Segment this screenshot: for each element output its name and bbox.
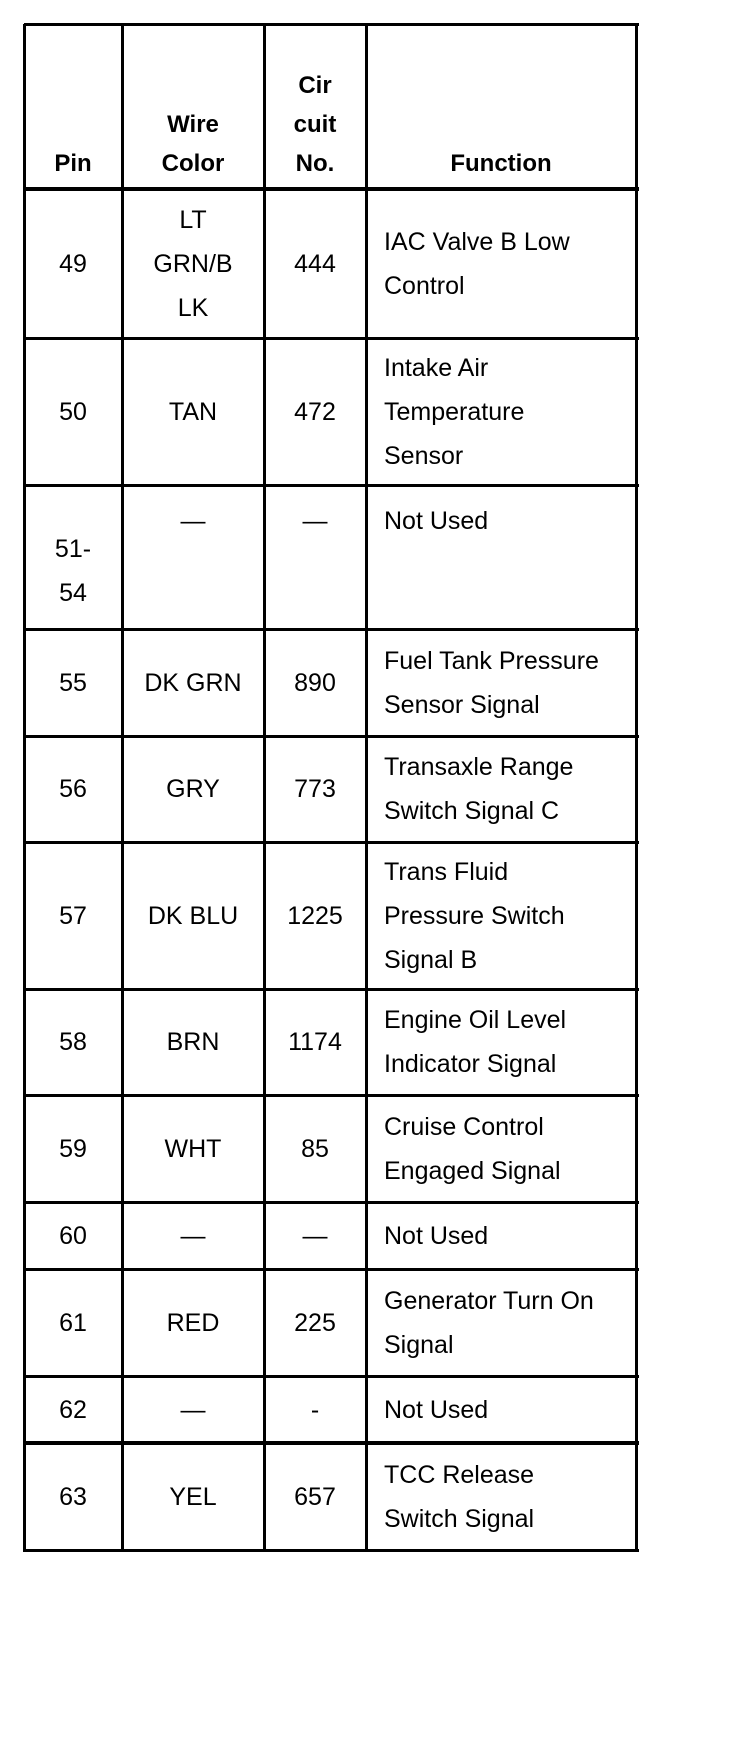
cell-text-line: 58: [59, 1028, 87, 1056]
cell-function: [366, 1202, 636, 1269]
cell-function: [366, 989, 636, 1095]
cell-text-line: 60: [59, 1221, 87, 1250]
cell-pin: [24, 189, 122, 338]
cell-text-line: Pressure Switch: [384, 901, 565, 930]
cell-wire-color: [122, 629, 264, 736]
cell-text-line: YEL: [169, 1482, 217, 1511]
cell-text-line: —: [302, 1221, 328, 1250]
cell-text-line: 57: [59, 901, 87, 930]
cell-text-line: TCC Release: [384, 1460, 535, 1489]
cell-circuit-no: [264, 338, 366, 485]
cell-wire-color: [122, 1376, 264, 1443]
cell-text-line: Temperature: [384, 397, 525, 426]
cell-function: [366, 736, 636, 842]
cell-circuit-no: [264, 1269, 366, 1376]
cell-text-line: Engaged Signal: [384, 1156, 561, 1185]
cell-text-line: Cruise Control: [384, 1112, 544, 1141]
cell-text-line: Transaxle Range: [384, 753, 574, 781]
cell-text-line: 55: [59, 668, 87, 697]
cell-circuit-no: [264, 189, 366, 338]
cell-pin: [24, 338, 122, 485]
cell-text-line: 657: [294, 1482, 336, 1511]
cell-pin: [24, 629, 122, 736]
cell-circuit-no: [264, 1443, 366, 1550]
cell-pin: [24, 1443, 122, 1550]
cell-function: [366, 1376, 636, 1443]
cell-function: [366, 189, 636, 338]
cell-text-line: 51-: [54, 535, 92, 563]
cell-wire-color: [122, 1202, 264, 1269]
cell-text-line: Generator Turn On: [384, 1286, 594, 1315]
cell-text-line: 773: [294, 775, 336, 803]
cell-wire-color: [122, 1269, 264, 1376]
cell-text-line: 472: [294, 397, 336, 426]
cell-text-line: Intake Air: [384, 353, 489, 382]
cell-function: [366, 629, 636, 736]
cell-function: [366, 485, 636, 629]
cell-text-line: Function: [450, 150, 552, 177]
cell-wire-color: [122, 842, 264, 989]
cell-wire-color: [122, 1443, 264, 1550]
cell-text-line: Signal: [384, 1330, 454, 1359]
cell-text-line: LT: [179, 205, 207, 234]
cell-text-line: Sensor: [384, 441, 464, 470]
cell-text-line: BRN: [166, 1028, 220, 1056]
cell-text-line: cuit: [293, 111, 337, 138]
cell-circuit-no: [264, 989, 366, 1095]
cell-text-line: DK GRN: [144, 668, 242, 697]
cell-text-line: —: [180, 507, 206, 535]
cell-text-line: 61: [59, 1308, 87, 1337]
cell-text-line: Not Used: [384, 1221, 489, 1250]
cell-text-line: No.: [295, 150, 335, 177]
cell-function: [366, 338, 636, 485]
cell-pin: [24, 1269, 122, 1376]
cell-text-line: -: [310, 1395, 320, 1424]
cell-text-line: —: [180, 1221, 206, 1250]
header-pin: [24, 24, 122, 189]
header-function: [366, 24, 636, 189]
cell-wire-color: [122, 485, 264, 629]
cell-text-line: 444: [294, 249, 336, 278]
cell-text-line: —: [180, 1395, 206, 1424]
cell-function: [366, 1095, 636, 1202]
cell-text-line: TAN: [168, 397, 218, 426]
cell-circuit-no: [264, 629, 366, 736]
cell-circuit-no: [264, 1202, 366, 1269]
cell-text-line: Signal B: [384, 945, 478, 974]
cell-pin: [24, 485, 122, 629]
cell-wire-color: [122, 189, 264, 338]
cell-text-line: 50: [59, 397, 87, 426]
cell-text-line: Color: [161, 150, 225, 177]
header-circuit-no: [264, 24, 366, 189]
cell-text-line: Cir: [298, 72, 332, 99]
cell-circuit-no: [264, 1376, 366, 1443]
cell-text-line: LK: [177, 293, 209, 322]
cell-text-line: Switch Signal: [384, 1504, 535, 1533]
cell-pin: [24, 1095, 122, 1202]
cell-text-line: RED: [166, 1308, 220, 1337]
cell-text-line: Engine Oil Level: [384, 1006, 567, 1034]
cell-text-line: Trans Fluid: [384, 857, 509, 886]
cell-text-line: Pin: [54, 150, 92, 177]
cell-wire-color: [122, 736, 264, 842]
cell-function: [366, 1443, 636, 1550]
cell-text-line: Fuel Tank Pressure: [384, 646, 599, 675]
cell-circuit-no: [264, 1095, 366, 1202]
cell-wire-color: [122, 1095, 264, 1202]
cell-function: [366, 1269, 636, 1376]
cell-text-line: WHT: [164, 1134, 222, 1163]
cell-circuit-no: [264, 736, 366, 842]
cell-wire-color: [122, 989, 264, 1095]
cell-text-line: Not Used: [384, 507, 489, 535]
cell-text-line: 1225: [287, 901, 343, 930]
cell-text-line: 1174: [288, 1028, 342, 1056]
cell-pin: [24, 736, 122, 842]
cell-text-line: 49: [59, 249, 87, 278]
cell-text-line: GRY: [166, 775, 220, 803]
cell-text-line: 62: [59, 1395, 87, 1424]
cell-text-line: Not Used: [384, 1395, 489, 1424]
cell-text-line: GRN/B: [153, 249, 233, 278]
cell-text-line: Control: [384, 271, 465, 300]
cell-text-line: 59: [59, 1134, 87, 1163]
cell-pin: [24, 1376, 122, 1443]
cell-text-line: 225: [294, 1308, 336, 1337]
cell-text-line: Indicator Signal: [384, 1050, 557, 1078]
cell-pin: [24, 989, 122, 1095]
cell-text-line: Wire: [167, 111, 219, 138]
cell-text-line: 890: [294, 668, 336, 697]
header-wire-color: [122, 24, 264, 189]
cell-circuit-no: [264, 485, 366, 629]
cell-text-line: 63: [59, 1482, 87, 1511]
cell-text-line: Sensor Signal: [384, 690, 540, 719]
cell-pin: [24, 842, 122, 989]
cell-circuit-no: [264, 842, 366, 989]
cell-text-line: —: [302, 507, 328, 535]
cell-text-line: 85: [301, 1134, 329, 1163]
cell-text-line: 56: [59, 775, 87, 803]
cell-text-line: 54: [59, 579, 87, 607]
cell-text-line: DK BLU: [147, 901, 239, 930]
cell-function: [366, 842, 636, 989]
cell-text-line: IAC Valve B Low: [384, 227, 570, 256]
cell-text-line: Switch Signal C: [384, 797, 560, 825]
cell-pin: [24, 1202, 122, 1269]
cell-wire-color: [122, 338, 264, 485]
